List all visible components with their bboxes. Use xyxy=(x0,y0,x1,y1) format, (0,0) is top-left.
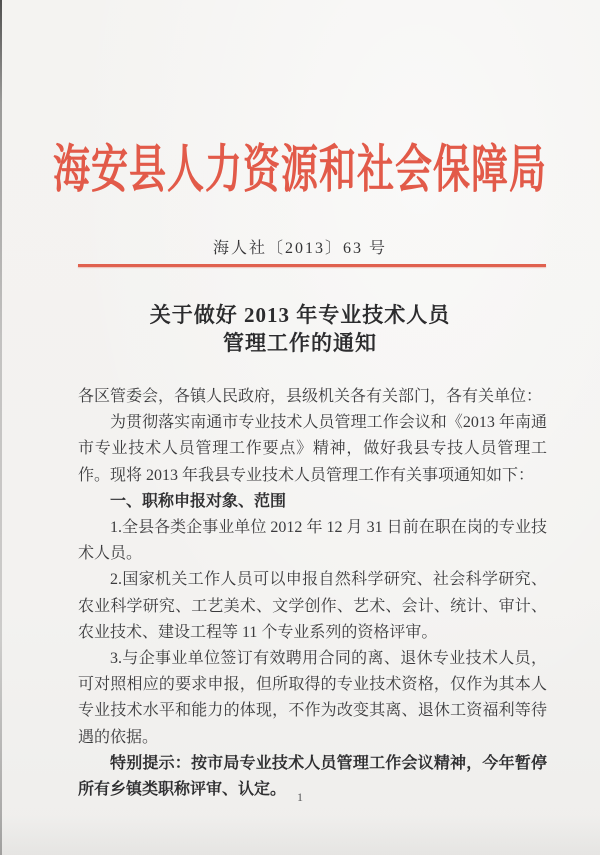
item-2-paragraph: 2.国家机关工作人员可以申报自然科学研究、社会科学研究、农业科学研究、工艺美术、文学创作、艺术、会计、统计、审计、农业技术、建设工程等 11 个专业系列的资格评审。 xyxy=(78,571,547,641)
agency-header: 海安县人力资源和社会保障局 xyxy=(53,142,547,200)
salutation-paragraph: 各区管委会，各镇人民政府，县级机关各有关部门，各有关单位： xyxy=(78,388,543,405)
document-title xyxy=(0,301,600,357)
item-3-paragraph: 3.与企事业单位签订有效聘用合同的离、退休专业技术人员，可对照相应的要求申报，但所取得的专业技术资格，仅作为其本人专业技术水平和能力的体现，不作为改变其离、退休工资福利等待遇的依据。 xyxy=(78,650,547,746)
document-body xyxy=(78,384,547,803)
scan-smudge-artifact xyxy=(0,815,600,855)
page-number: 1 xyxy=(297,790,303,804)
special-note-paragraph: 特别提示：按市局专业技术人员管理工作会议精神，今年暂停所有乡镇类职称评审、认定。 xyxy=(78,754,547,799)
document-title-line1: 关于做好 2013 年专业技术人员 xyxy=(149,303,451,327)
intro-paragraph: 为贯彻落实南通市专业技术人员管理工作会议和《2013 年南通市专业技术人员管理工作要点》精神，做好我县专技人员管理工作。现将 2013 年我县专业技术人员管理工作有关事项通知如下： xyxy=(78,414,547,484)
red-divider-line xyxy=(78,264,546,267)
section-heading: 一、职称申报对象、范围 xyxy=(110,492,287,510)
item-1-paragraph: 1.全县各类企事业单位 2012 年 12 月 31 日前在职在岗的专业技术人员。 xyxy=(78,519,547,563)
document-title-line2: 管理工作的通知 xyxy=(223,331,377,355)
document-number: 海人社〔2013〕63 号 xyxy=(212,240,387,257)
